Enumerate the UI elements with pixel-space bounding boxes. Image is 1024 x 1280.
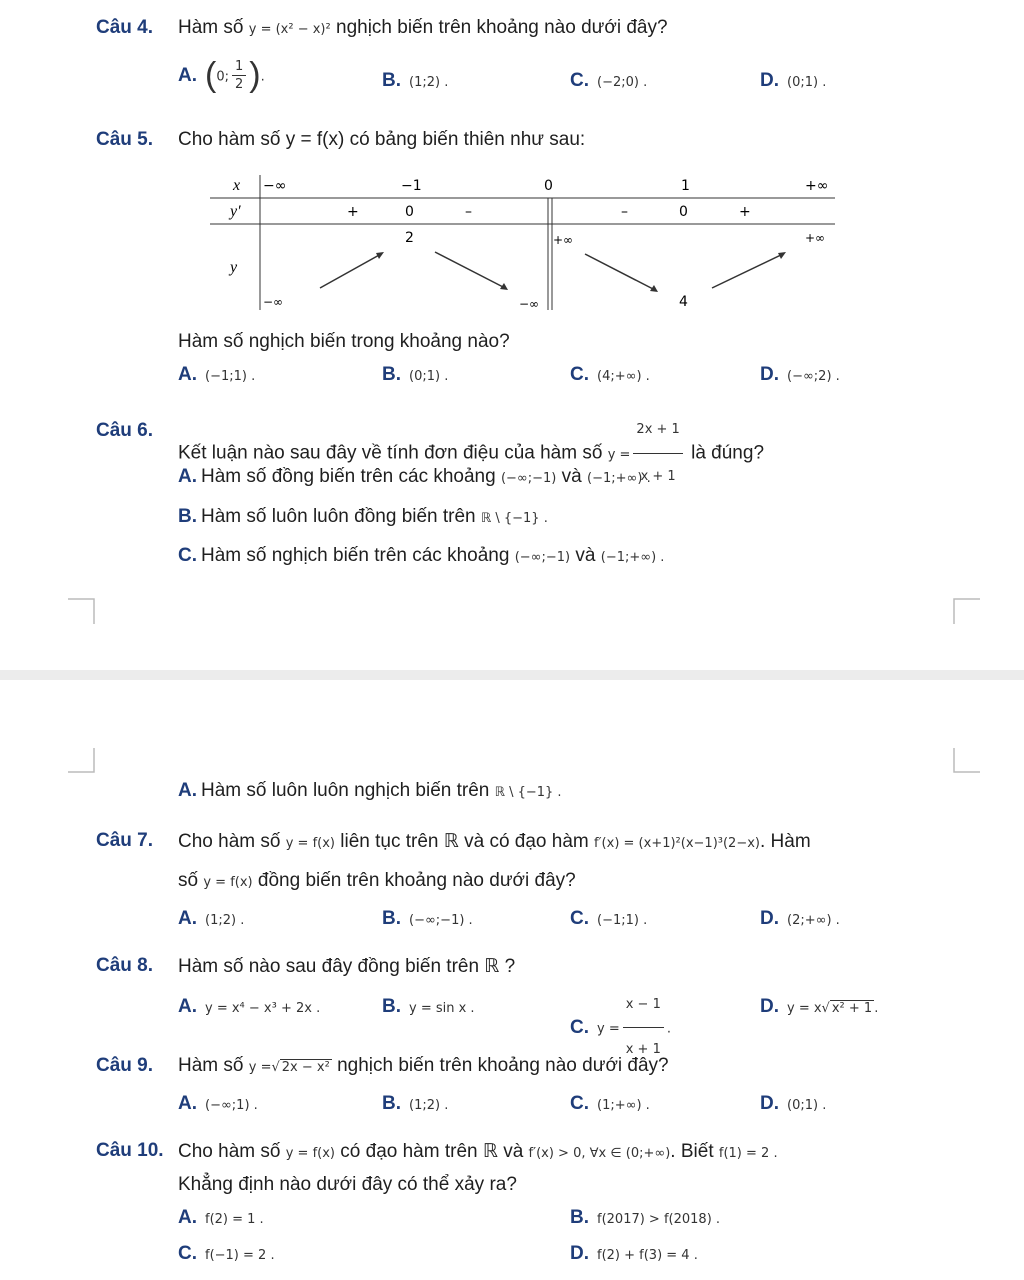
corner-mark bbox=[952, 598, 982, 624]
q10-option-b[interactable]: B. f(2017) > f(2018) . bbox=[570, 1207, 721, 1228]
q6-option-c[interactable]: C. Hàm số nghịch biến trên các khoảng (−∞;−1) và (−1;+∞) . bbox=[178, 545, 665, 566]
y-value: +∞ bbox=[805, 231, 826, 245]
y-value: +∞ bbox=[553, 233, 574, 247]
q8-option-a[interactable]: A. y = x⁴ − x³ + 2x . bbox=[178, 996, 321, 1017]
corner-mark bbox=[68, 748, 98, 774]
y-value: −∞ bbox=[263, 295, 284, 309]
q5-option-d[interactable]: D. (−∞;2) . bbox=[760, 364, 840, 385]
arrow-up-2 bbox=[712, 254, 783, 288]
q5-stem: Cho hàm số y = f(x) có bảng biến thiên như sau: bbox=[178, 129, 586, 150]
q6-option-a[interactable]: A. Hàm số đồng biến trên các khoảng (−∞;−1) và (−1;+∞) . bbox=[178, 466, 651, 487]
arrow-up-1 bbox=[320, 254, 381, 288]
y-value: 2 bbox=[405, 230, 414, 246]
q6-stem: Kết luận nào sau đây về tính đơn điệu của hàm số y = $\frac{2x + 1}{x + 1}$ là đúng? bbox=[178, 408, 764, 499]
q9-stem: Hàm số y =√ 2x − x² nghịch biến trên khoảng nào dưới đây? bbox=[178, 1055, 669, 1076]
row-label-x: x bbox=[233, 177, 241, 194]
sign: + bbox=[739, 204, 751, 220]
q10-option-a[interactable]: A. f(2) = 1 . bbox=[178, 1207, 264, 1228]
q7-option-c[interactable]: C. (−1;1) . bbox=[570, 908, 648, 929]
y-value: −∞ bbox=[519, 297, 540, 311]
q7-option-d[interactable]: D. (2;+∞) . bbox=[760, 908, 840, 929]
corner-mark bbox=[952, 748, 982, 774]
row-label-yprime: y′ bbox=[230, 203, 241, 220]
sign: 0 bbox=[679, 204, 688, 220]
x-value: +∞ bbox=[805, 178, 829, 194]
q9-option-a[interactable]: A. (−∞;1) . bbox=[178, 1093, 258, 1114]
q4-label: Câu 4. bbox=[96, 17, 154, 38]
variation-table bbox=[205, 170, 845, 315]
q10-stem-line1: Cho hàm số y = f(x) có đạo hàm trên ℝ và f′(x) > 0, ∀x ∈ (0;+∞). Biết f(1) = 2 . bbox=[178, 1141, 778, 1162]
q10-option-d[interactable]: D. f(2) + f(3) = 4 . bbox=[570, 1243, 698, 1264]
q7-stem-line1: Cho hàm số y = f(x) liên tục trên ℝ và có đạo hàm f′(x) = (x+1)²(x−1)³(2−x). Hàm bbox=[178, 831, 811, 852]
q7-label: Câu 7. bbox=[96, 830, 154, 851]
corner-mark bbox=[68, 598, 98, 624]
q8-label: Câu 8. bbox=[96, 955, 154, 976]
q7-stem-line2: số y = f(x) đồng biến trên khoảng nào dưới đây? bbox=[178, 870, 576, 891]
x-value: −∞ bbox=[263, 178, 287, 194]
q10-option-c[interactable]: C. f(−1) = 2 . bbox=[178, 1243, 275, 1264]
sign: 0 bbox=[405, 204, 414, 220]
sign: – bbox=[465, 204, 472, 220]
row-label-y: y bbox=[230, 259, 238, 276]
q4-option-c[interactable]: C. (−2;0) . bbox=[570, 70, 648, 91]
arrow-down-1 bbox=[435, 252, 505, 288]
q4-stem bbox=[178, 17, 668, 39]
q4-option-d[interactable]: D. (0;1) . bbox=[760, 70, 827, 91]
q6-label: Câu 6. bbox=[96, 420, 154, 441]
q8-option-b[interactable]: B. y = sin x . bbox=[382, 996, 475, 1017]
q9-option-b[interactable]: B. (1;2) . bbox=[382, 1093, 449, 1114]
q10-stem-line2: Khẳng định nào dưới đây có thể xảy ra? bbox=[178, 1174, 517, 1195]
q6-option-d[interactable]: A. Hàm số luôn luôn nghịch biến trên ℝ \ {−1} . bbox=[178, 780, 562, 801]
q5-question: Hàm số nghịch biến trong khoảng nào? bbox=[178, 331, 510, 352]
q8-option-c[interactable]: C. y = $\frac{x - 1}{x + 1}$ . bbox=[570, 984, 671, 1071]
q9-option-c[interactable]: C. (1;+∞) . bbox=[570, 1093, 650, 1114]
q5-label: Câu 5. bbox=[96, 129, 154, 150]
q9-option-d[interactable]: D. (0;1) . bbox=[760, 1093, 827, 1114]
q4-option-a[interactable]: A. (0; $\frac{1}{2}$ ). bbox=[178, 56, 265, 94]
q8-stem: Hàm số nào sau đây đồng biến trên ℝ ? bbox=[178, 956, 516, 977]
q5-option-a[interactable]: A. (−1;1) . bbox=[178, 364, 256, 385]
x-value: 1 bbox=[681, 178, 690, 194]
q4-post: nghịch biến trên khoảng nào dưới đây? bbox=[336, 17, 668, 38]
q7-option-b[interactable]: B. (−∞;−1) . bbox=[382, 908, 473, 929]
q4-pre: Hàm số bbox=[178, 17, 244, 38]
sign: – bbox=[621, 204, 628, 220]
q4-option-b[interactable]: B. (1;2) . bbox=[382, 70, 449, 91]
x-value: 0 bbox=[544, 178, 553, 194]
q4-formula: y = (x² − x)² bbox=[248, 22, 331, 37]
q5-option-c[interactable]: C. (4;+∞) . bbox=[570, 364, 650, 385]
y-value: 4 bbox=[679, 294, 688, 310]
q5-option-b[interactable]: B. (0;1) . bbox=[382, 364, 449, 385]
q8-option-d[interactable]: D. y = x√ x² + 1 . bbox=[760, 996, 879, 1017]
sign: + bbox=[347, 204, 359, 220]
q10-label: Câu 10. bbox=[96, 1140, 164, 1161]
q7-option-a[interactable]: A. (1;2) . bbox=[178, 908, 245, 929]
arrow-down-2 bbox=[585, 254, 655, 290]
page-break bbox=[0, 670, 1024, 680]
q6-option-b[interactable]: B. Hàm số luôn luôn đồng biến trên ℝ \ {−1} . bbox=[178, 506, 548, 527]
x-value: −1 bbox=[401, 178, 422, 194]
q9-label: Câu 9. bbox=[96, 1055, 154, 1076]
